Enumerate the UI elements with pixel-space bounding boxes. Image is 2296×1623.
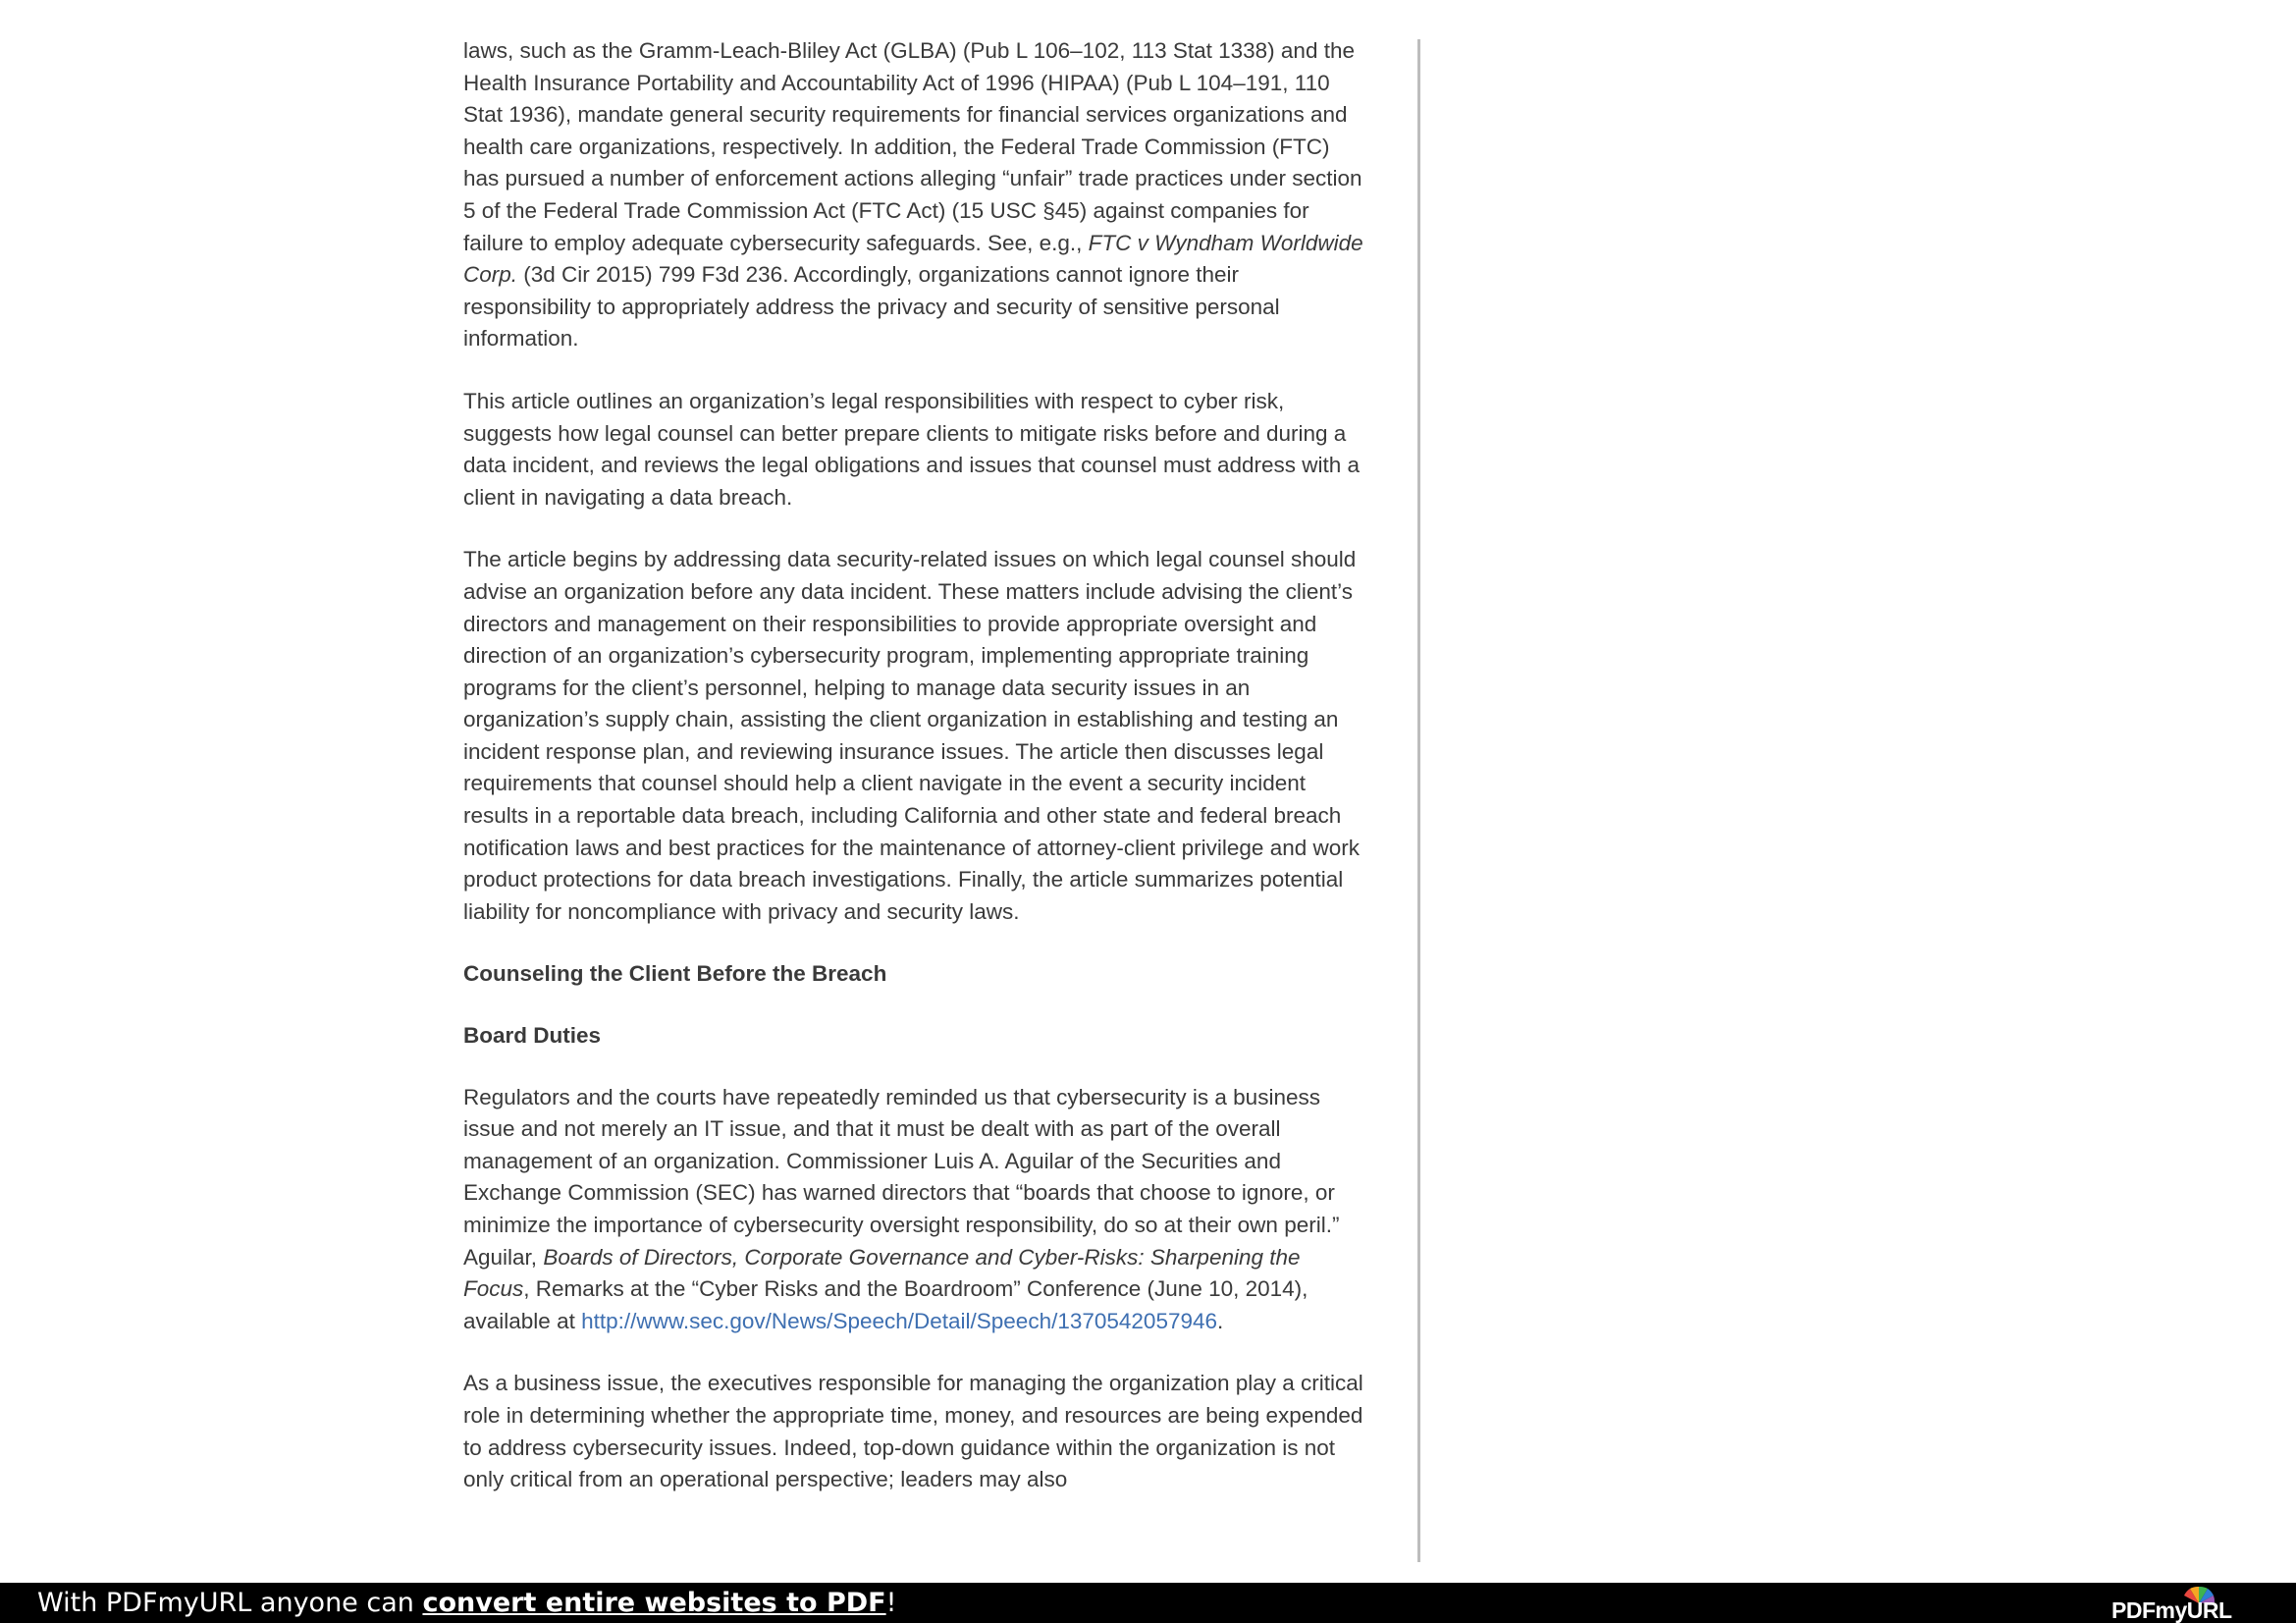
pdfmyurl-footer-banner xyxy=(0,1583,2296,1623)
speech-title: Boards of Directors, Corporate Governance and Cyber-Risks: Sharpening the Focus xyxy=(463,1244,1301,1302)
paragraph-regulators-text-c: . xyxy=(1217,1308,1224,1333)
subsection-heading: Board Duties xyxy=(463,1023,602,1049)
paragraph-overview: This article outlines an organization’s legal responsibilities with respect to cyber risk, suggests how legal counsel can better prepare clients to mitigate risks before and during a data incident, and reviews the legal obligations and issues that counsel must address with a client in navigating a data breach. xyxy=(463,388,1361,510)
paragraph-laws xyxy=(463,35,1366,355)
paragraph-regulators-text-a: Regulators and the courts have repeatedly reminded us that cybersecurity is a business issue and not merely an IT issue, and that it must be dealt with as part of the overall management of an organization. Commissioner Luis A. Aguilar of the Securities and Exchange Commission (SEC) has warned directors that “boards that choose to ignore, or minimize the importance of cybersecurity oversight responsibility, do so at their own peril.” Aguilar, xyxy=(463,1084,1340,1270)
pdfmyurl-logo-text: PDFmyURL xyxy=(2111,1597,2232,1623)
paragraph-business-issue: As a business issue, the executives responsible for managing the organization play a critical role in determining whether the appropriate time, money, and resources are being expended to address cybersecurity issues. Indeed, top-down guidance within the organization is not only critical from an operational perspective; leaders may also xyxy=(463,1371,1363,1492)
paragraph-laws-text-a: laws, such as the Gramm-Leach-Bliley Act (GLBA) (Pub L 106–102, 113 Stat 1338) and the Health Insurance Portability and Accountability Act of 1996 (HIPAA) (Pub L 104–191, 110 Stat 1936), mandate general security requirements for financial services organizations and health care organizations, respectively. In addition, the Federal Trade Commission (FTC) has pursued a number of enforcement actions alleging “unfair” trade practices under section 5 of the Federal Trade Commission Act (FTC Act) (15 USC §45) against companies for failure to employ adequate cybersecurity safeguards. See, e.g., xyxy=(463,38,1362,255)
pdfmyurl-logo[interactable] xyxy=(2111,1583,2259,1623)
sidebar-divider xyxy=(1417,39,1420,1562)
paragraph-article-scope: The article begins by addressing data security-related issues on which legal counsel should advise an organization before any data incident. These matters include advising the client’s directors and management on their responsibilities to provide appropriate oversight and direction of an organization’s cybersecurity program, implementing appropriate training programs for the client’s personnel, helping to manage data security issues in an organization’s supply chain, assisting the client organization in establishing and testing an incident response plan, and reviewing insurance issues. The article then discusses legal requirements that counsel should help a client navigate in the event a security incident results in a reportable data breach, including California and other state and federal breach notification laws and best practices for the maintenance of attorney-client privilege and work product protections for data breach investigations. Finally, the article summarizes potential liability for noncompliance with privacy and security laws. xyxy=(463,547,1360,924)
section-heading: Counseling the Client Before the Breach xyxy=(463,961,887,987)
footer-prefix: With PDFmyURL anyone can xyxy=(37,1588,423,1618)
article-body xyxy=(463,35,1366,1527)
paragraph-regulators-text-b: , Remarks at the “Cyber Risks and the Boardroom” Conference (June 10, 2014), available at xyxy=(463,1276,1308,1333)
footer-promo-text xyxy=(37,1583,896,1623)
convert-websites-link[interactable]: convert entire websites to PDF xyxy=(422,1588,886,1618)
case-citation: FTC v Wyndham Worldwide Corp. xyxy=(463,230,1363,288)
footer-suffix: ! xyxy=(885,1588,897,1618)
paragraph-regulators xyxy=(463,1082,1366,1338)
paragraph-laws-text-b: (3d Cir 2015) 799 F3d 236. Accordingly, organizations cannot ignore their responsibility to appropriately address the privacy and security of sensitive personal information. xyxy=(463,262,1280,352)
sec-speech-link[interactable]: http://www.sec.gov/News/Speech/Detail/Speech/1370542057946 xyxy=(581,1308,1218,1333)
